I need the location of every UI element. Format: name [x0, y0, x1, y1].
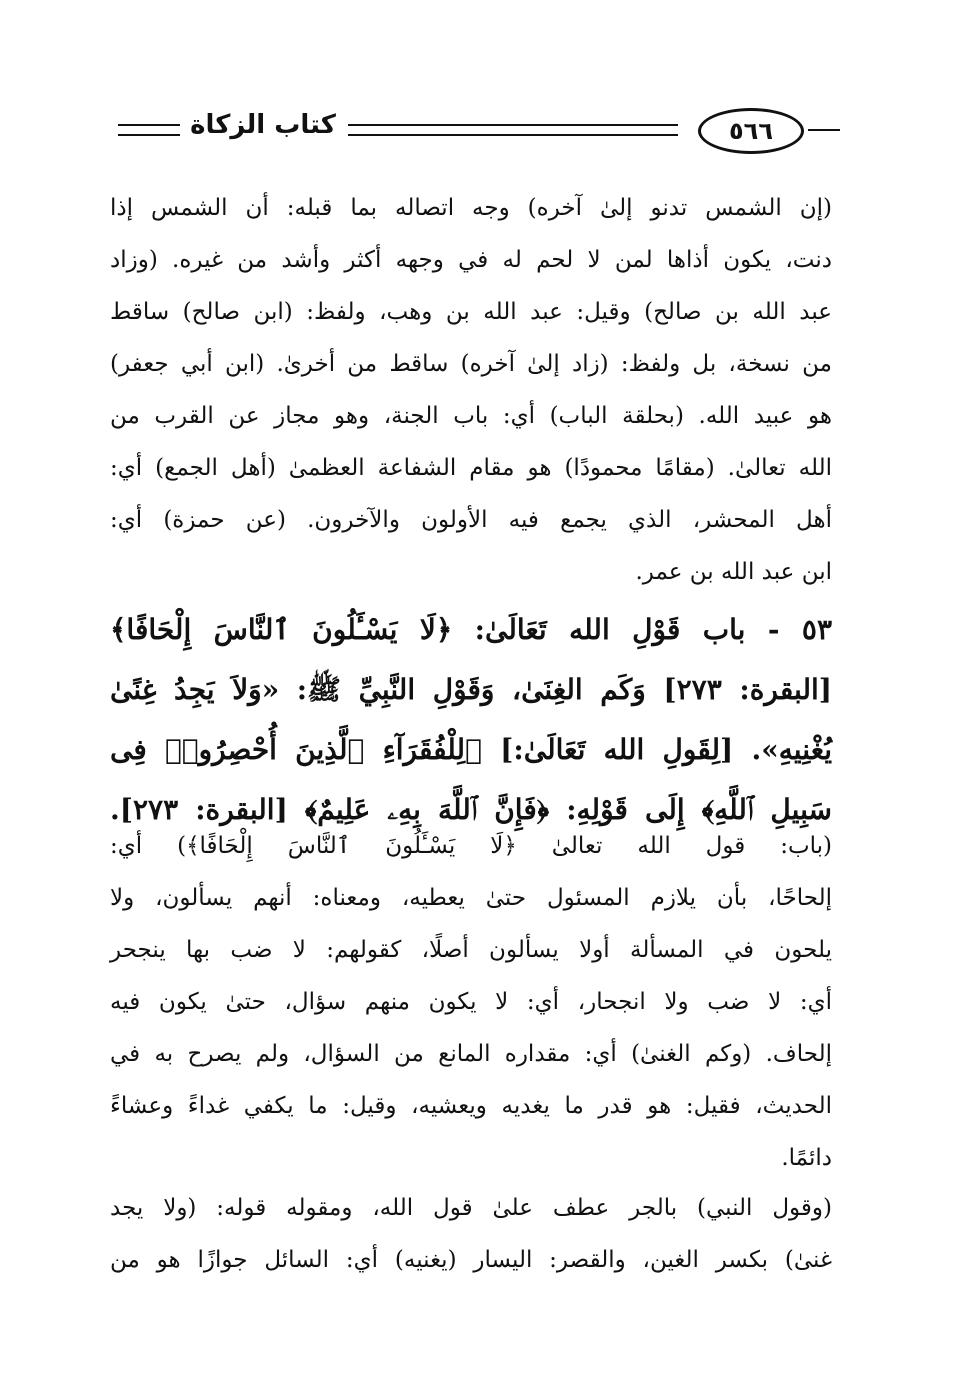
text-line: (باب: قول الله تعالىٰ ﴿لَا يَسْـَٔلُونَ ٱلنَّاسَ إِلْحَافًا﴾) أي:	[110, 833, 832, 859]
text-line: (وقول النبي) بالجر عطف علىٰ قول الله، ومقوله قوله: (ولا يجد	[110, 1195, 832, 1221]
paragraph-commentary-2	[110, 820, 832, 1184]
chapter-heading	[110, 600, 832, 840]
text-line: من نسخة، بل ولفظ: (زاد إلىٰ آخره) ساقط من أخرىٰ. (ابن أبي جعفر)	[110, 351, 832, 377]
text-line: (إن الشمس تدنو إلىٰ آخره) وجه اتصاله بما قبله: أن الشمس إذا	[110, 195, 832, 221]
text-line: يلحون في المسألة أولا يسألون أصلًا، كقولهم: لا ضب بها ينجحر	[110, 937, 832, 963]
text-line: غنىٰ) بكسر الغين، والقصر: اليسار (يغنيه) أي: السائل جوازًا هو من	[110, 1247, 832, 1273]
page-header	[118, 104, 840, 154]
header-rule	[348, 134, 678, 136]
heading-line: [البقرة: ٢٧٣] وَكَم الغِنَىٰ، وَقَوْلِ النَّبِيِّ ﷺ: «وَلاَ يَجِدُ غِنًىٰ	[110, 673, 832, 706]
text-line: دنت، يكون أذاها لمن لا لحم له في وجهه أكثر وأشد من غيره. (وزاد	[110, 247, 832, 273]
page-number: ٥٦٦	[698, 108, 804, 154]
heading-line: ٥٣ - باب قَوْلِ الله تَعَالَىٰ: ﴿لَا يَسْـَٔلُونَ ٱلنَّاسَ إِلْحَافًا﴾	[110, 613, 832, 646]
header-rule	[348, 124, 678, 126]
text-line: ابن عبد الله بن عمر.	[635, 559, 832, 585]
text-line: الله تعالىٰ. (مقامًا محمودًا) هو مقام الشفاعة العظمىٰ (أهل الجمع) أي:	[110, 455, 832, 481]
heading-line: سَبِيلِ ٱللَّهِ﴾ إِلَى قَوْلِهِ: ﴿فَإِنَّ ٱللَّهَ بِهِۦ عَلِيمٌ﴾ [البقرة: ٢٧٣].	[110, 793, 832, 826]
text-line: إلحاحًا، بأن يلازم المسئول حتىٰ يعطيه، ومعناه: أنهم يسألون، ولا	[110, 885, 832, 911]
book-title: كتاب الزكاة	[190, 110, 336, 140]
header-rule	[118, 134, 180, 136]
text-line: دائمًا.	[781, 1145, 832, 1171]
text-line: إلحاف. (وكم الغنىٰ) أي: مقداره المانع من السؤال، ولم يصرح به في	[110, 1041, 832, 1067]
text-line: الحديث، فقيل: هو قدر ما يغديه ويعشيه، وقيل: ما يكفي غداءً وعشاءً	[110, 1093, 832, 1119]
paragraph-commentary-1	[110, 182, 832, 598]
text-line: هو عبيد الله. (بحلقة الباب) أي: باب الجنة، وهو مجاز عن القرب من	[110, 403, 832, 429]
header-rule	[808, 129, 840, 131]
text-line: أهل المحشر، الذي يجمع فيه الأولون والآخرون. (عن حمزة) أي:	[110, 507, 832, 533]
paragraph-commentary-3	[110, 1182, 832, 1286]
text-line: أي: لا ضب ولا انجحار، أي: لا يكون منهم سؤال، حتىٰ يكون فيه	[110, 989, 832, 1015]
heading-line: يُغْنِيهِ». [لِقَولِ الله تَعَالَىٰ:] ﴿لِلْفُقَرَآءِ ٱلَّذِينَ أُحْصِرُوا۟ فِى	[110, 733, 832, 766]
text-line: عبد الله بن صالح) وقيل: عبد الله بن وهب، ولفظ: (ابن صالح) ساقط	[110, 299, 832, 325]
header-rule	[118, 124, 180, 126]
